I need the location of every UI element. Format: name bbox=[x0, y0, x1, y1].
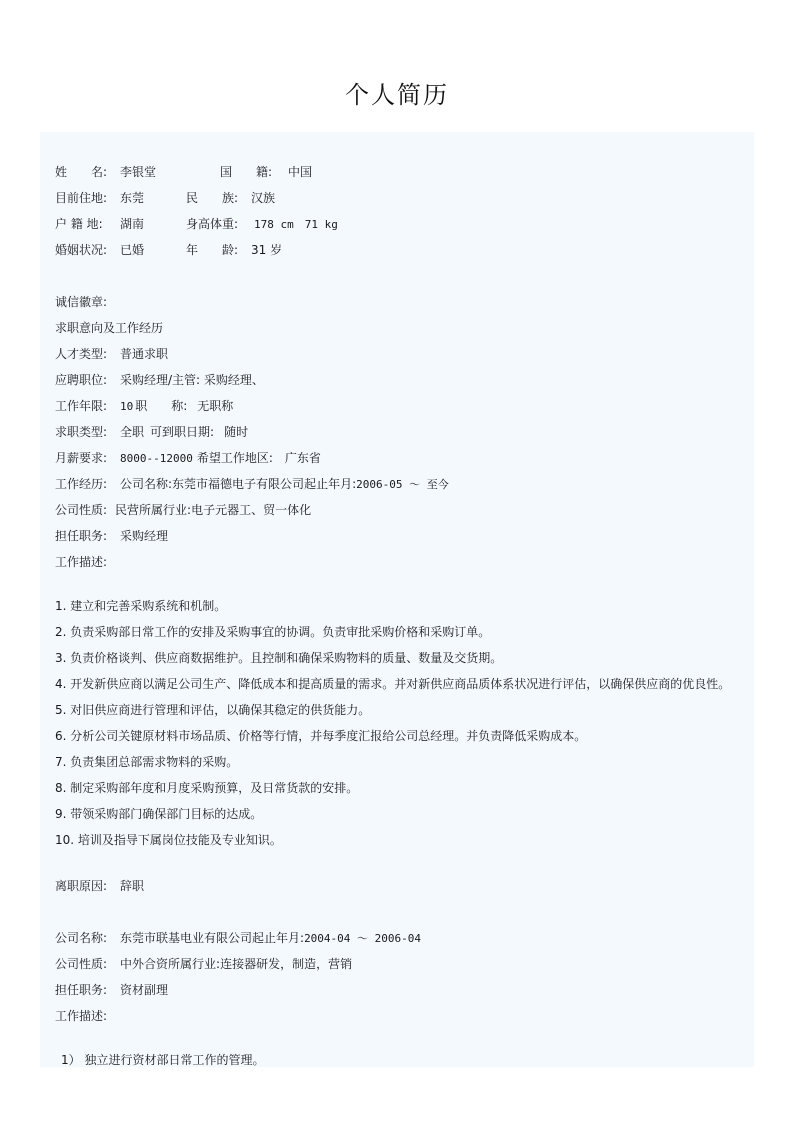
ethnicity-label: 民 族: bbox=[186, 191, 239, 205]
years-row bbox=[55, 398, 233, 415]
job2-period-value: 2004-04 ～ 2006-04 bbox=[304, 932, 422, 945]
talent-type-label: 人才类型: bbox=[55, 347, 108, 361]
job2-duty-row bbox=[55, 982, 168, 998]
job1-company-value: 东莞市福德电子有限公司 bbox=[172, 477, 305, 491]
job1-duty-label: 担任职务: bbox=[55, 529, 108, 543]
available-label: 可到职日期: bbox=[150, 425, 215, 439]
years-label: 工作年限: bbox=[55, 399, 108, 413]
section-title: 求职意向及工作经历 bbox=[55, 321, 164, 335]
job2-item: 1） 独立进行资材部日常工作的管理。 bbox=[61, 1053, 265, 1067]
leave-value: 辞职 bbox=[120, 879, 145, 893]
years-value: 10 bbox=[120, 400, 134, 413]
job2-duty-value: 资材副理 bbox=[120, 983, 169, 997]
residence-value: 东莞 bbox=[120, 191, 145, 205]
marital-label: 婚姻状况: bbox=[55, 243, 108, 257]
job2-company-value: 东莞市联基电业有限公司 bbox=[120, 931, 253, 945]
job1-nature-label: 公司性质: bbox=[55, 503, 108, 517]
job1-nature-value: 民营 bbox=[115, 503, 140, 517]
salary-label: 月薪要求: bbox=[55, 451, 108, 465]
job1-period-label: 起止年月: bbox=[304, 477, 357, 491]
job1-item: 1. 建立和完善采购系统和机制。 bbox=[55, 599, 227, 613]
name-label: 姓 名: bbox=[55, 165, 108, 179]
hukou-label: 户 籍 地: bbox=[55, 217, 103, 231]
job1-company-label: 公司名称: bbox=[120, 477, 173, 491]
salary-row bbox=[55, 450, 321, 467]
job-kind-label: 求职类型: bbox=[55, 425, 108, 439]
work-exp-label: 工作经历: bbox=[55, 477, 108, 491]
available-value: 随时 bbox=[224, 425, 249, 439]
job1-nature-row bbox=[55, 502, 311, 518]
hukou-value: 湖南 bbox=[120, 217, 145, 231]
job2-nature-row bbox=[55, 956, 352, 972]
area-value: 广东省 bbox=[284, 451, 321, 465]
job-title-label: 职 称: bbox=[135, 399, 188, 413]
integrity-label: 诚信徽章: bbox=[55, 295, 108, 309]
talent-type-value: 普通求职 bbox=[120, 347, 169, 361]
job1-duty-row bbox=[55, 528, 168, 544]
salary-value: 8000--12000 bbox=[120, 452, 193, 465]
job2-nature-label: 公司性质: bbox=[55, 957, 108, 971]
job2-desc-label: 工作描述: bbox=[55, 1009, 108, 1023]
leave-label: 离职原因: bbox=[55, 879, 108, 893]
position-row bbox=[55, 372, 264, 388]
job1-period-value: 2006-05 ～ 至今 bbox=[356, 478, 449, 491]
job-title-value: 无职称 bbox=[197, 399, 234, 413]
job2-company-row bbox=[55, 930, 421, 947]
job-kind-value: 全职 bbox=[120, 425, 145, 439]
height-weight-label: 身高体重: bbox=[186, 217, 239, 231]
job1-item: 2. 负责采购部日常工作的安排及采购事宜的协调。负责审批采购价格和采购订单。 bbox=[55, 625, 491, 639]
ethnicity-value: 汉族 bbox=[251, 191, 276, 205]
job1-item: 9. 带领采购部门确保部门目标的达成。 bbox=[55, 807, 263, 821]
age-value: 31 岁 bbox=[251, 243, 283, 257]
age-label: 年 龄: bbox=[186, 243, 239, 257]
job2-company-label: 公司名称: bbox=[55, 931, 108, 945]
job1-industry-label: 所属行业: bbox=[139, 503, 192, 517]
job1-duty-value: 采购经理 bbox=[120, 529, 169, 543]
job1-item: 8. 制定采购部年度和月度采购预算，及日常货款的安排。 bbox=[55, 781, 359, 795]
job1-industry-value: 电子元器工、贸一体化 bbox=[191, 503, 312, 517]
job2-industry-value: 连接器研发，制造，营销 bbox=[220, 957, 353, 971]
job2-industry-label: 所属行业: bbox=[168, 957, 221, 971]
basic-row-3 bbox=[55, 216, 338, 233]
job1-desc-label: 工作描述: bbox=[55, 555, 108, 569]
basic-row-1 bbox=[55, 164, 312, 180]
job1-item: 4. 开发新供应商以满足公司生产、降低成本和提高质量的需求。并对新供应商品质体系状况进行评估，以确保供应商的优良性。 bbox=[55, 677, 731, 691]
basic-row-2 bbox=[55, 190, 275, 206]
job2-nature-value: 中外合资 bbox=[120, 957, 169, 971]
height-weight-value: 178 cm 71 kg bbox=[254, 218, 338, 231]
area-label: 希望工作地区: bbox=[196, 451, 273, 465]
job1-item: 6. 分析公司关键原材料市场品质、价格等行情，并每季度汇报给公司总经理。并负责降低采购成本。 bbox=[55, 729, 587, 743]
talent-type-row bbox=[55, 346, 168, 362]
job1-item: 5. 对旧供应商进行管理和评估，以确保其稳定的供货能力。 bbox=[55, 703, 371, 717]
leave-row bbox=[55, 878, 144, 894]
nationality-label: 国 籍: bbox=[220, 165, 273, 179]
marital-value: 已婚 bbox=[120, 243, 145, 257]
job-kind-row bbox=[55, 424, 248, 440]
basic-row-4 bbox=[55, 242, 282, 258]
page-title: 个人简历 bbox=[345, 81, 449, 109]
job1-item: 3. 负责价格谈判、供应商数据维护。且控制和确保采购物料的质量、数量及交货期。 bbox=[55, 651, 503, 665]
job1-item: 7. 负责集团总部需求物料的采购。 bbox=[55, 755, 239, 769]
position-value: 采购经理/主管: 采购经理、 bbox=[120, 373, 264, 387]
nationality-value: 中国 bbox=[288, 165, 313, 179]
job1-company-row bbox=[55, 476, 449, 493]
job2-period-label: 起止年月: bbox=[252, 931, 305, 945]
name-value: 李银堂 bbox=[120, 165, 157, 179]
job2-duty-label: 担任职务: bbox=[55, 983, 108, 997]
position-label: 应聘职位: bbox=[55, 373, 108, 387]
residence-label: 目前住地: bbox=[55, 191, 108, 205]
job1-item: 10. 培训及指导下属岗位技能及专业知识。 bbox=[55, 833, 282, 847]
